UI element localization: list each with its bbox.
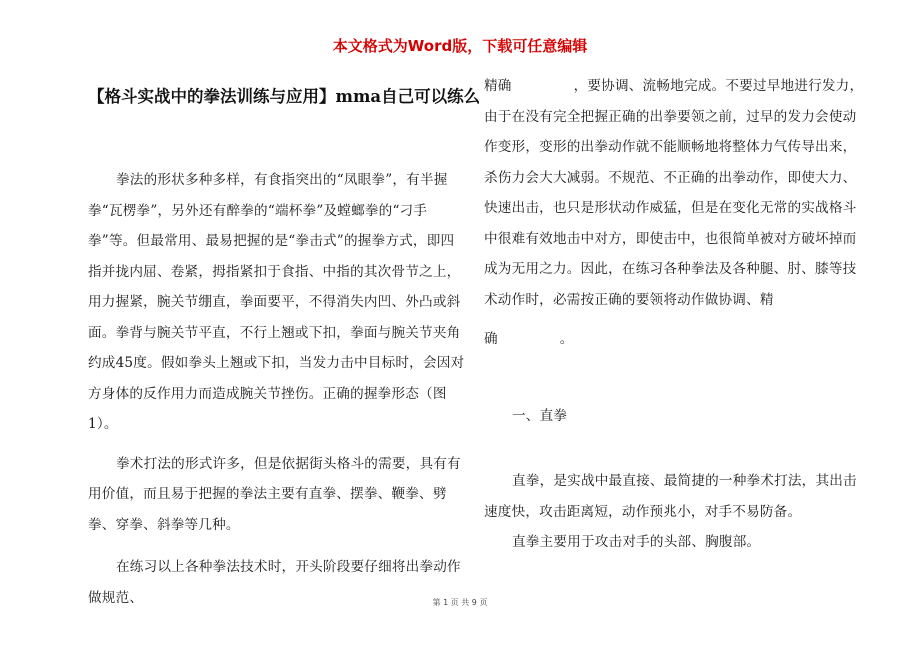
right-column	[484, 71, 864, 558]
paragraph-accurate-end	[484, 324, 864, 355]
text-continued: ，要协调、流畅地完成。不要过早地进行发力，由于在没有完全把握正确的出拳要领之前，过早的发力会使动作变形，变形的出拳动作就不能顺畅地将整体力气传导出来，杀伤力会大大减弱。不规范、不正确的出拳动作，即使大力、快速出击，也只是形状动作威猛，但是在变化无常的实战格斗中很难有效地击中对方，即使击中，也很简单被对方破坏掉而成为无用之力。因此，在练习各种拳法及各种腿、肘、膝等技术动作时，必需按正确的要领将动作做协调、精	[484, 78, 864, 308]
paragraph-fist-techniques: 拳术打法的形式许多，但是依据街头格斗的需要，具有有用价值，而且易于把握的拳法主要有直拳、摆拳、鞭拳、劈拳、穿拳、斜拳等几种。	[88, 455, 461, 533]
section-heading-straight-punch: 一、直拳	[512, 407, 568, 424]
text-accurate-word: 精确	[484, 78, 512, 94]
paragraph-straight-punch-desc: 直拳，是实战中最直接、最简捷的一种拳术打法，其出击速度快，攻击距离短，动作预兆小，对手不易防备。	[484, 473, 857, 520]
paragraph-practice-continued	[484, 71, 864, 315]
text-accurate-end-word: 确	[484, 331, 498, 347]
left-column	[88, 165, 466, 613]
paragraph-straight-punch-targets: 直拳主要用于攻击对手的头部、胸腹部。	[512, 534, 761, 550]
document-title: 【格斗实战中的拳法训练与应用】mma自己可以练么	[88, 87, 481, 106]
paragraph-practice-start: 在练习以上各种拳法技术时，开头阶段要仔细将出拳动作做规范、	[88, 559, 461, 606]
text-period: 。	[559, 331, 574, 347]
word-format-banner: 本文格式为Word版，下载可任意编辑	[332, 37, 588, 55]
paragraph-fist-shapes: 拳法的形状多种多样，有食指突出的“凤眼拳”，有半握拳“瓦楞拳”，另外还有醉拳的“端杯拳”及螳螂拳的“刁手拳”等。但最常用、最易把握的是“拳击式”的握拳方式，即四指并拢内屈、卷紧，拇指紧扣于食指、中指的其次骨节之上，用力握紧，腕关节绷直，拳面要平，不得消失内凹、外凸或斜面。拳背与腕关节平直，不行上翘或下扣，拳面与腕关节夹角约成45度。假如拳头上翘或下扣，当发力击中目标时，会因对方身体的反作用力而造成腕关节挫伤。正确的握拳形态（图1）。	[88, 172, 465, 432]
page-number-footer: 第 1 页 共 9 页	[432, 598, 488, 607]
